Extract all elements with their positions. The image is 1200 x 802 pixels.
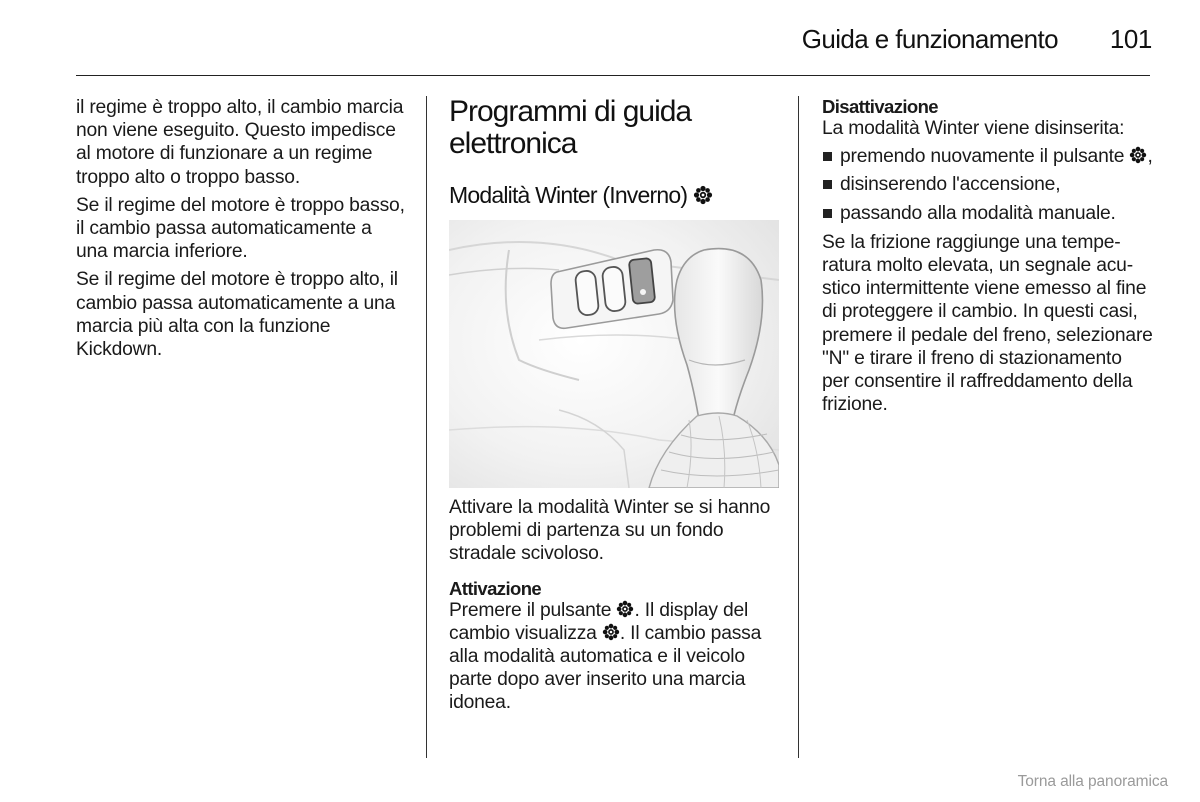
paragraph-clutch-temperature: Se la frizione raggiunge una temperatura molto elevata, un segnale acustico intermittente viene emesso al fine di proteggere il cambio. In questi casi, premere il pedale del freno, selezionare "N" e tirare il freno di stazionamento per consentire il raffreddamento della frizione. <box>822 231 1153 416</box>
subsection-title-text: Modalità Winter (Inverno) <box>449 182 688 208</box>
activation-text-part2: . Il display del cambio visualizza <box>449 599 749 644</box>
bullet-square-icon <box>823 152 832 161</box>
section-title: Programmi di guida elettronica <box>449 95 692 160</box>
list-item <box>822 145 1154 168</box>
paragraph-low-rpm: Se il regime del motore è troppo basso, il cambio passa automaticamente a una marcia inferiore. <box>76 194 405 263</box>
list-item <box>822 173 1154 196</box>
gear-selector-illustration <box>449 220 779 488</box>
column-divider-left <box>426 96 427 758</box>
subsection-title-winter <box>449 182 781 208</box>
winter-mode-icon <box>1129 146 1147 164</box>
list-item-text: passando alla modalità manuale. <box>840 202 1116 224</box>
paragraph-activation <box>449 599 781 715</box>
header-divider <box>76 75 1150 76</box>
winter-mode-icon <box>602 623 620 641</box>
column-middle <box>449 96 781 720</box>
page-number: 101 <box>1109 24 1152 54</box>
deactivation-heading: Disattivazione <box>822 96 938 117</box>
bullet-square-icon <box>823 180 832 189</box>
back-to-overview-link[interactable]: Torna alla panoramica <box>1017 773 1168 790</box>
list-item <box>822 202 1154 225</box>
activation-text-part1: Premere il pulsante <box>449 599 617 621</box>
list-item-text: disinserendo l'accensione, <box>840 174 1061 196</box>
paragraph-high-rpm: Se il regime del motore è troppo alto, il cambio passa automaticamente a una marcia più alta con la funzione Kickdown. <box>76 269 398 361</box>
paragraph-overspeed: il regime è troppo alto, il cambio marcia non viene eseguito. Questo impedisce al motore di funzionare a un regime troppo alto o troppo basso. <box>76 97 404 188</box>
deactivation-list <box>822 145 1154 225</box>
paragraph-winter-intro: Attivare la modalità Winter se si hanno problemi di partenza su un fondo stradale scivoloso. <box>449 497 771 565</box>
page-header-title: Guida e funzionamento <box>801 24 1058 54</box>
column-divider-right <box>798 96 799 758</box>
winter-mode-icon <box>693 185 713 205</box>
column-right <box>822 96 1154 421</box>
winter-mode-icon <box>616 600 634 618</box>
activation-text-part3: . Il cambio passa alla modalità automatica e il veicolo parte dopo aver inserito una marcia idonea. <box>449 622 762 714</box>
column-left <box>76 96 408 366</box>
activation-heading: Attivazione <box>449 577 542 599</box>
deactivation-intro: La modalità Winter viene disinserita: <box>822 118 1125 139</box>
bullet-square-icon <box>823 209 832 218</box>
list-item-text-end: , <box>1147 146 1153 168</box>
list-item-text: premendo nuovamente il pulsante <box>840 146 1130 168</box>
